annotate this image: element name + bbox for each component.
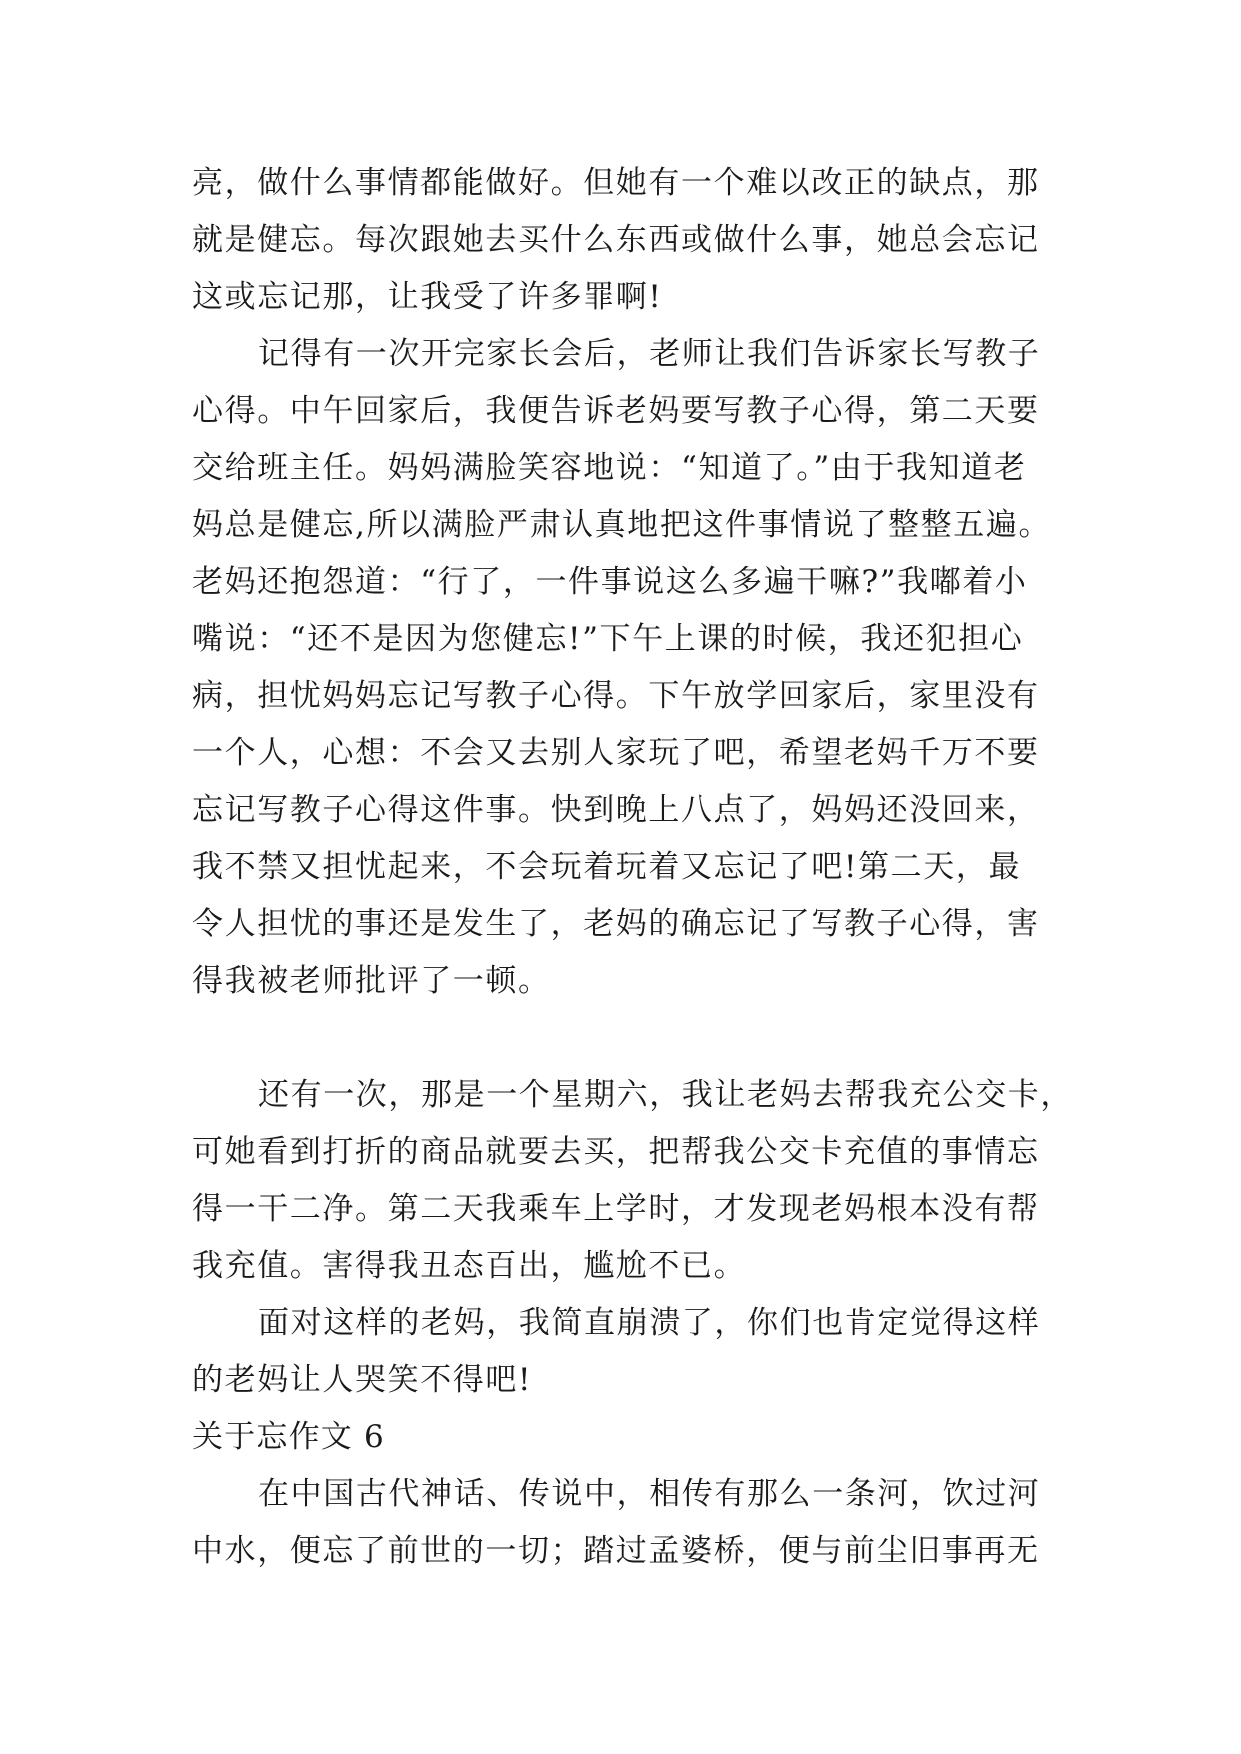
text-line: 妈总是健忘,所以满脸严肃认真地把这件事情说了整整五遍。 <box>192 507 1052 543</box>
text-line: 嘴说：“还不是因为您健忘!”下午上课的时候，我还犯担心 <box>192 621 1024 657</box>
text-line: 交给班主任。妈妈满脸笑容地说：“知道了。”由于我知道老 <box>192 450 1027 486</box>
text-line: 老妈还抱怨道：“行了，一件事说这么多遍干嘛?”我嘟着小 <box>192 564 1028 600</box>
section-heading: 关于忘作文 6 <box>192 1419 385 1455</box>
text-line: 得我被老师批评了一顿。 <box>192 963 551 999</box>
text-line: 的老妈让人哭笑不得吧! <box>192 1362 533 1398</box>
text-line: 可她看到打折的商品就要去买，把帮我公交卡充值的事情忘 <box>192 1134 1040 1170</box>
text-line: 记得有一次开完家长会后，老师让我们告诉家长写教子 <box>258 336 1041 372</box>
text-line: 得一干二净。第二天我乘车上学时，才发现老妈根本没有帮 <box>192 1191 1040 1227</box>
text-line: 令人担忧的事还是发生了，老妈的确忘记了写教子心得，害 <box>192 906 1040 942</box>
text-line: 心得。中午回家后，我便告诉老妈要写教子心得，第二天要 <box>192 393 1040 429</box>
text-line: 这或忘记那，让我受了许多罪啊! <box>192 279 663 315</box>
paragraph <box>192 326 1058 1067</box>
paragraph <box>192 1295 1058 1409</box>
paragraph <box>192 1466 1058 1580</box>
text-line: 中水，便忘了前世的一切；踏过孟婆桥，便与前尘旧事再无 <box>192 1533 1040 1569</box>
text-line: 一个人，心想：不会又去别人家玩了吧，希望老妈千万不要 <box>192 735 1040 771</box>
paragraph <box>192 1067 1073 1295</box>
text-line: 还有一次，那是一个星期六，我让老妈去帮我充公交卡， <box>258 1077 1073 1113</box>
text-line: 就是健忘。每次跟她去买什么东西或做什么事，她总会忘记 <box>192 222 1040 258</box>
text-line: 病，担忧妈妈忘记写教子心得。下午放学回家后，家里没有 <box>192 678 1040 714</box>
text-line: 在中国古代神话、传说中，相传有那么一条河，饮过河 <box>258 1476 1041 1512</box>
text-line: 忘记写教子心得这件事。快到晚上八点了，妈妈还没回来， <box>192 792 1040 828</box>
text-line <box>192 1010 1058 1067</box>
text-line: 我不禁又担忧起来，不会玩着玩着又忘记了吧!第二天，最 <box>192 849 1022 885</box>
text-line: 面对这样的老妈，我简直崩溃了，你们也肯定觉得这样 <box>258 1305 1041 1341</box>
text-line: 我充值。害得我丑态百出，尴尬不已。 <box>192 1248 747 1284</box>
text-line: 亮，做什么事情都能做好。但她有一个难以改正的缺点，那 <box>192 165 1040 201</box>
document-body <box>192 155 1073 1580</box>
paragraph <box>192 155 1058 326</box>
